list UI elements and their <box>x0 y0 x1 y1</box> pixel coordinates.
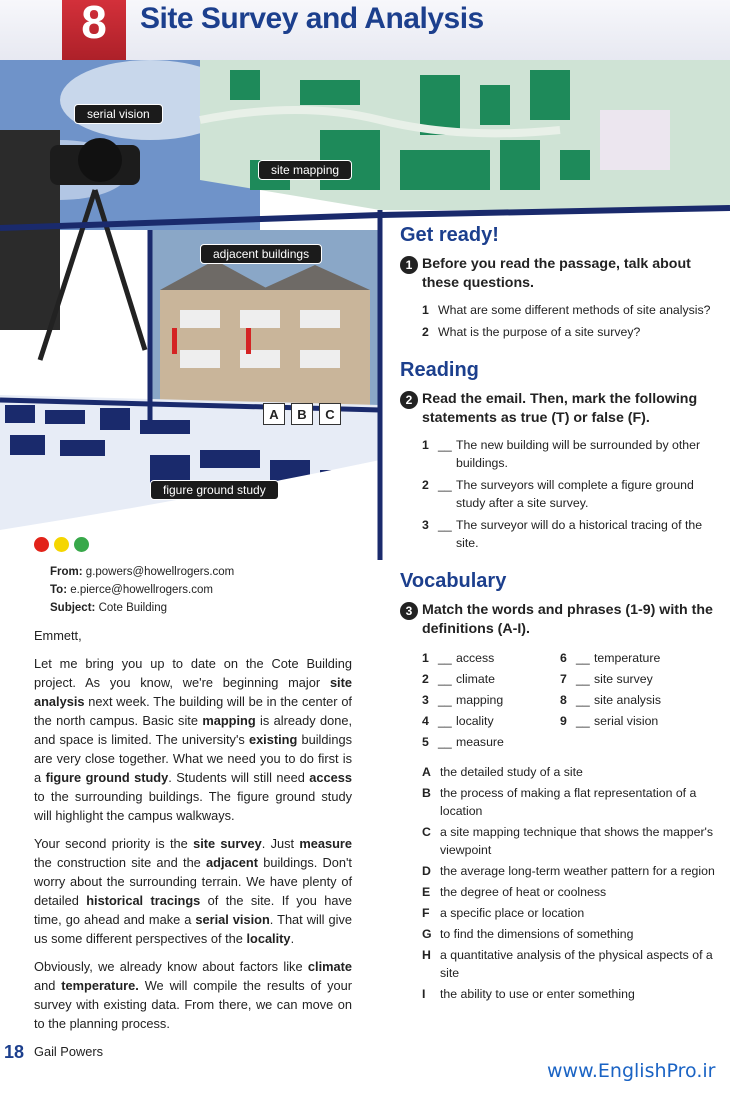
definition-letter: D <box>422 864 431 878</box>
question-text: What are some different methods of site analysis? <box>438 303 711 317</box>
email-paragraph-1 <box>34 654 352 825</box>
vocab-word <box>422 670 560 688</box>
word-number: 8 <box>560 693 567 707</box>
definition-text: the ability to use or enter something <box>440 987 635 1001</box>
vocab-word <box>422 712 560 730</box>
get-ready-title: Get ready! <box>400 224 499 246</box>
vocabulary-title: Vocabulary <box>400 570 507 592</box>
definition-item <box>422 904 726 922</box>
key-term: mapping <box>202 713 256 728</box>
building-tag-b: B <box>291 403 313 425</box>
building-tags <box>263 403 341 425</box>
word-text: temperature <box>594 651 661 665</box>
word-text: climate <box>456 672 495 686</box>
definition-text: a specific place or location <box>440 906 585 920</box>
text-run: of the site. If you have time, go ahead and make a <box>34 893 352 927</box>
statement-item <box>422 476 726 512</box>
green-dot-icon <box>74 537 89 552</box>
email-to: To: e.pierce@howellrogers.com <box>50 584 213 596</box>
definition-letter: F <box>422 906 430 920</box>
answer-blank: __ <box>438 735 452 749</box>
vocabulary-words <box>422 649 726 751</box>
watermark: www.EnglishPro.ir <box>547 1060 716 1082</box>
text-run: . That will give us some different perspectives of the <box>34 912 352 946</box>
definition-text: to find the dimensions of something <box>440 927 634 941</box>
unit-number: 8 <box>81 0 107 48</box>
vocab-word <box>560 649 720 667</box>
word-text: site survey <box>594 672 653 686</box>
email-subject: Subject: Cote Building <box>50 602 167 614</box>
text-run: buildings. Don't worry about the surrounding terrain. We have plenty of detailed <box>34 855 352 908</box>
word-text: site analysis <box>594 693 661 707</box>
statement-text: The surveyors will complete a figure ground study after a site survey. <box>456 478 694 510</box>
definition-item <box>422 763 726 781</box>
key-term: locality <box>246 931 291 946</box>
email-body <box>34 626 352 1070</box>
answer-blank: __ <box>576 693 590 707</box>
word-number: 9 <box>560 714 567 728</box>
text-run: . Students will still need <box>168 770 310 785</box>
vocab-word <box>560 670 720 688</box>
vocabulary-definitions <box>400 763 726 1003</box>
exercises-column <box>400 224 726 1006</box>
vocab-word <box>422 649 560 667</box>
text-run: . <box>290 931 295 946</box>
statement-number: 3 <box>422 518 429 532</box>
definition-item <box>422 823 726 859</box>
definition-item <box>422 784 726 820</box>
answer-blank: __ <box>438 672 452 686</box>
vocab-word <box>422 691 560 709</box>
text-run: is already done, and space is limited. The university's <box>34 713 352 747</box>
definition-item <box>422 862 726 880</box>
key-term: adjacent <box>206 855 258 870</box>
answer-blank: __ <box>438 651 452 665</box>
email-signature: Gail Powers <box>34 1044 103 1059</box>
answer-blank: __ <box>576 714 590 728</box>
word-number: 6 <box>560 651 567 665</box>
yellow-dot-icon <box>54 537 69 552</box>
statement-text: The new building will be surrounded by other buildings. <box>456 438 701 470</box>
word-number: 1 <box>422 651 429 665</box>
red-dot-icon <box>34 537 49 552</box>
word-text: locality <box>456 714 494 728</box>
word-number: 3 <box>422 693 429 707</box>
text-run: Let me bring you up to date on the Cote Building project. As you know, we're beginning major <box>34 656 352 690</box>
definition-text: a site mapping technique that shows the mapper's viewpoint <box>440 825 714 857</box>
statement-number: 2 <box>422 478 429 492</box>
exercise-3-icon: 3 <box>400 602 418 620</box>
definition-text: the process of making a flat representation of a location <box>440 786 697 818</box>
answer-blank: __ <box>438 518 452 532</box>
answer-blank: __ <box>438 693 452 707</box>
label-serial-vision: serial vision <box>74 104 163 124</box>
word-text: serial vision <box>594 714 659 728</box>
text-run: . Just <box>261 836 300 851</box>
text-run: next week. The building will be in the center of the north campus. Basic site <box>34 694 352 728</box>
page-number: 18 <box>4 1042 25 1062</box>
reading-statements <box>400 436 726 552</box>
word-text: measure <box>456 735 504 749</box>
question-number: 1 <box>422 303 429 317</box>
definition-text: the average long-term weather pattern for a region <box>440 864 715 878</box>
email-paragraph-3 <box>34 957 352 1033</box>
key-term: existing <box>248 732 298 747</box>
text-run: the construction site and the <box>34 855 207 870</box>
email-header <box>50 563 234 617</box>
answer-blank: __ <box>576 651 590 665</box>
get-ready-questions <box>400 301 726 341</box>
text-run: We will compile the results of your survey with existing data. From there, we can move on to the planning process. <box>34 978 352 1031</box>
key-term: access <box>309 770 352 785</box>
definition-letter: G <box>422 927 432 941</box>
key-term: measure <box>299 836 352 851</box>
vocab-word <box>422 733 560 751</box>
question-text: What is the purpose of a site survey? <box>438 325 641 339</box>
definition-letter: B <box>422 786 431 800</box>
label-site-mapping: site mapping <box>258 160 352 180</box>
definition-letter: A <box>422 765 431 779</box>
vocab-word <box>560 691 720 709</box>
word-number: 2 <box>422 672 429 686</box>
definition-text: the degree of heat or coolness <box>440 885 607 899</box>
answer-blank: __ <box>438 714 452 728</box>
word-number: 5 <box>422 735 429 749</box>
definition-letter: E <box>422 885 431 899</box>
text-run: to the surrounding buildings. The figure ground study will highlight the campus walkways. <box>34 789 352 823</box>
text-run: Your second priority is the <box>34 836 194 851</box>
email-paragraph-2 <box>34 834 352 948</box>
answer-blank: __ <box>438 438 452 452</box>
statement-number: 1 <box>422 438 429 452</box>
question-item <box>422 301 726 319</box>
question-number: 2 <box>422 325 429 339</box>
text-run: Obviously, we already know about factors like <box>34 959 308 974</box>
vocab-word <box>560 712 720 730</box>
word-number: 4 <box>422 714 429 728</box>
reading-instruction: 2 Read the email. Then, mark the following statements as true (T) or false (F). <box>400 390 726 428</box>
window-dots <box>34 537 89 552</box>
word-text: mapping <box>456 693 504 707</box>
statement-item <box>422 436 726 472</box>
text-run: and <box>34 978 62 993</box>
question-item <box>422 323 726 341</box>
key-term: site analysis <box>34 675 352 709</box>
definition-item <box>422 946 726 982</box>
definition-letter: I <box>422 987 426 1001</box>
word-text: access <box>456 651 495 665</box>
definition-item <box>422 883 726 901</box>
vocabulary-instruction: 3 Match the words and phrases (1-9) with the definitions (A-I). <box>400 601 726 639</box>
building-tag-a: A <box>263 403 285 425</box>
label-adjacent-buildings: adjacent buildings <box>200 244 322 264</box>
text-run: buildings are very close together. What we need you to do first is a <box>34 732 352 785</box>
key-term: site survey <box>193 836 262 851</box>
key-term: temperature. <box>61 978 139 993</box>
email-from: From: g.powers@howellrogers.com <box>50 566 235 578</box>
get-ready-instruction: 1 Before you read the passage, talk about these questions. <box>400 255 726 293</box>
definition-text: a quantitative analysis of the physical aspects of a site <box>440 948 713 980</box>
definition-item <box>422 925 726 943</box>
label-figure-ground-study: figure ground study <box>150 480 279 500</box>
definition-text: the detailed study of a site <box>440 765 583 779</box>
page-title: Site Survey and Analysis <box>140 2 484 35</box>
key-term: figure ground study <box>45 770 169 785</box>
definition-letter: H <box>422 948 431 962</box>
key-term: climate <box>307 959 352 974</box>
email-greeting: Emmett, <box>34 628 82 643</box>
statement-text: The surveyor will do a historical tracing of the site. <box>456 518 703 550</box>
definition-letter: C <box>422 825 431 839</box>
key-term: historical tracings <box>86 893 201 908</box>
statement-item <box>422 516 726 552</box>
word-number: 7 <box>560 672 567 686</box>
definition-item <box>422 985 726 1003</box>
key-term: serial vision <box>195 912 270 927</box>
building-tag-c: C <box>319 403 341 425</box>
answer-blank: __ <box>438 478 452 492</box>
exercise-1-icon: 1 <box>400 256 418 274</box>
exercise-2-icon: 2 <box>400 391 418 409</box>
answer-blank: __ <box>576 672 590 686</box>
reading-title: Reading <box>400 359 479 381</box>
